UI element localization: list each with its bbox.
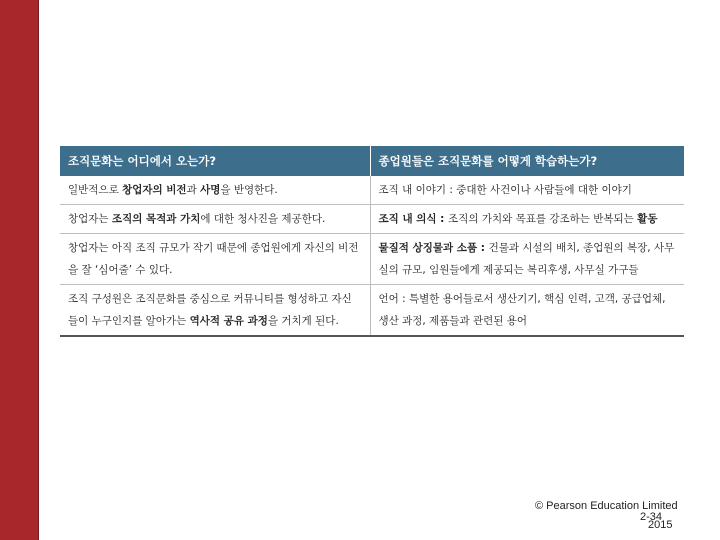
- table-row: [60, 234, 684, 285]
- table-header-row: [60, 146, 684, 176]
- learning-cell: 조직 내 이야기 : 중대한 사건이나 사람들에 대한 이야기: [370, 176, 684, 205]
- origin-cell: 조직 구성원은 조직문화를 중심으로 커뮤니티를 형성하고 자신들이 누구인지를 알아가는 역사적 공유 과정을 거치게 된다.: [60, 285, 370, 337]
- page-number: 2-34: [640, 511, 663, 523]
- origin-cell: 창업자는 조직의 목적과 가치에 대한 청사진을 제공한다.: [60, 205, 370, 234]
- header-origin: 조직문화는 어디에서 오는가?: [60, 146, 370, 176]
- learning-cell: 언어 : 특별한 용어들로서 생산기기, 핵심 인력, 고객, 공급업체, 생산 과정, 제품들과 관련된 용어: [370, 285, 684, 337]
- origin-cell: 창업자는 아직 조직 규모가 작기 때문에 종업원에게 자신의 비전을 잘 ‘심어줄’ 수 있다.: [60, 234, 370, 285]
- table-row: [60, 285, 684, 337]
- learning-cell: 물질적 상징물과 소품 : 건물과 시설의 배치, 종업원의 복장, 사무실의 규모, 임원들에게 제공되는 복리후생, 사무실 가구들: [370, 234, 684, 285]
- origin-cell: 일반적으로 창업자의 비전과 사명을 반영한다.: [60, 176, 370, 205]
- left-accent-bar: [0, 0, 38, 540]
- table-row: [60, 205, 684, 234]
- header-learning: 종업원들은 조직문화를 어떻게 학습하는가?: [370, 146, 684, 176]
- learning-cell: 조직 내 의식 : 조직의 가치와 목표를 강조하는 반복되는 활동: [370, 205, 684, 234]
- culture-table: [60, 146, 684, 337]
- left-accent-line: [38, 0, 39, 540]
- copyright-text: © Pearson Education Limited: [535, 500, 678, 512]
- table-row: [60, 176, 684, 205]
- copyright-year: 2015: [648, 519, 673, 531]
